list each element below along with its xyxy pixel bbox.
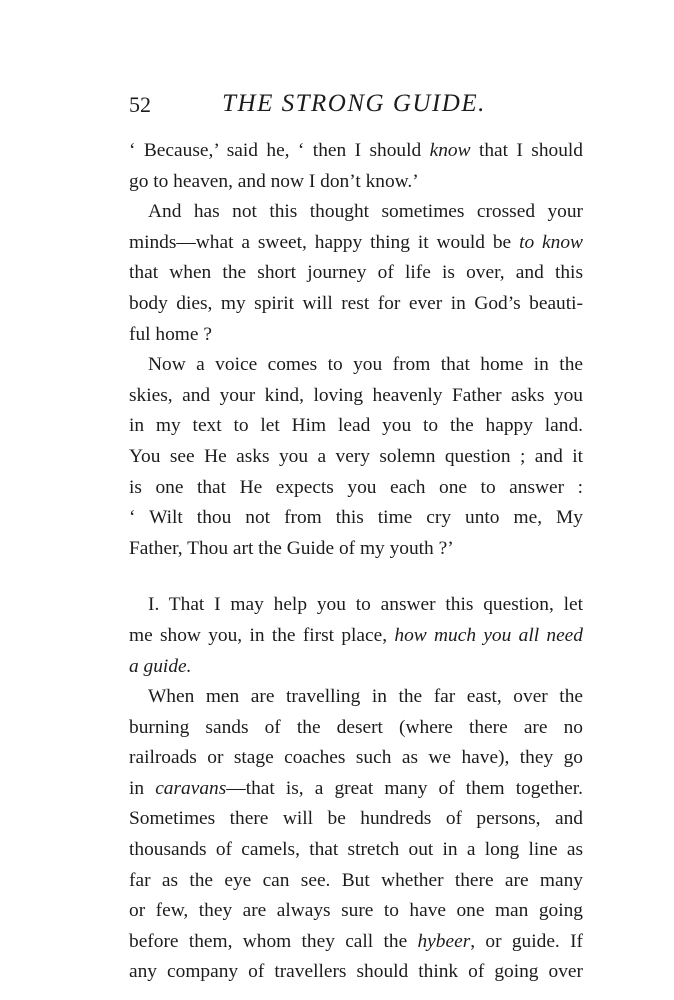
- text-line: [129, 136, 583, 167]
- text-line: any company of travellers should think of going over: [129, 961, 583, 983]
- text-line: ful home ?: [129, 323, 212, 345]
- italic-emphasis: hybeer: [417, 930, 471, 952]
- text-run: ‘ Because,’ said he, ‘ then I should: [129, 140, 430, 161]
- text-line: [129, 774, 583, 805]
- text-line: [129, 621, 583, 652]
- text-run: minds—what a sweet, happy thing it would be: [129, 231, 520, 253]
- text-line: Father, Thou art the Guide of my youth ?’: [129, 537, 454, 559]
- text-line: When men are travelling in the far east, over the: [148, 686, 583, 708]
- italic-emphasis: how much you all need: [394, 624, 583, 646]
- text-line: [129, 652, 583, 683]
- italic-emphasis: know: [429, 140, 471, 161]
- text-run: , or guide. If: [470, 930, 583, 952]
- text-line: in my text to let Him lead you to the happy land.: [129, 415, 583, 437]
- page-number: 52: [129, 92, 151, 117]
- text-run: me show you, in the first place,: [129, 624, 395, 646]
- text-line: I. That I may help you to answer this question, let: [148, 594, 583, 616]
- text-line: And has not this thought sometimes crossed your: [148, 201, 583, 223]
- italic-emphasis: caravans: [155, 777, 227, 799]
- text-line: body dies, my spirit will rest for ever in God’s beauti-: [129, 292, 583, 314]
- text-line: Sometimes there will be hundreds of persons, and: [129, 808, 583, 830]
- text-line: You see He asks you a very solemn question ; and it: [129, 445, 583, 467]
- text-run: before them, whom they call the: [129, 930, 418, 952]
- running-head: THE STRONG GUIDE.: [222, 90, 486, 117]
- text-line: [129, 228, 583, 259]
- italic-emphasis: a guide.: [129, 655, 192, 677]
- text-line: thousands of camels, that stretch out in a long line as: [129, 839, 583, 861]
- text-line: [129, 927, 583, 958]
- italic-emphasis: to know: [519, 231, 583, 253]
- text-line: is one that He expects you each one to answer :: [129, 476, 583, 498]
- section-gap: [129, 564, 583, 590]
- text-run: —that is, a great many of them together.: [226, 777, 583, 799]
- text-line: or few, they are always sure to have one man going: [129, 900, 583, 922]
- text-line: Now a voice comes to you from that home in the: [148, 354, 583, 376]
- text-line: ‘ Wilt thou not from this time cry unto me, My: [129, 507, 583, 529]
- text-line: far as the eye can see. But whether there are many: [129, 869, 583, 891]
- text-line: burning sands of the desert (where there are no: [129, 716, 583, 738]
- text-line: that when the short journey of life is over, and this: [129, 262, 583, 284]
- text-line: railroads or stage coaches such as we have), they go: [129, 747, 583, 769]
- text-run: in: [129, 777, 156, 799]
- body-text: [129, 136, 583, 988]
- text-line: go to heaven, and now I don’t know.’: [129, 170, 419, 192]
- text-run: that I should: [470, 140, 584, 161]
- text-line: skies, and your kind, loving heavenly Father asks you: [129, 384, 583, 406]
